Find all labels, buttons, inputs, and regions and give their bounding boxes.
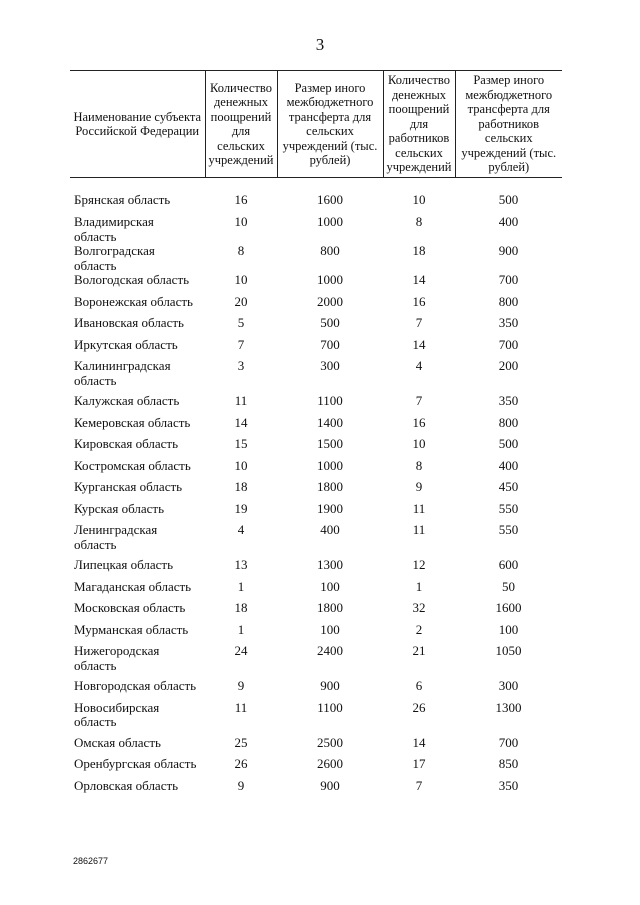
- worker-awards-count: 10: [412, 436, 426, 451]
- table-row: [70, 359, 562, 394]
- rural-awards-count: 3: [237, 358, 245, 373]
- table-row: [70, 779, 562, 801]
- worker-awards-count: 14: [412, 272, 426, 287]
- table-row: [70, 558, 562, 580]
- worker-transfer-amount: 300: [498, 678, 519, 693]
- rural-awards-count: 13: [234, 557, 248, 572]
- worker-awards-count: 21: [412, 643, 426, 658]
- table-row: [70, 623, 562, 645]
- rural-transfer-amount: 900: [320, 777, 340, 793]
- rural-awards-count: 14: [234, 414, 248, 430]
- region-name: Вологодская область: [74, 272, 190, 287]
- worker-transfer-amount: 1300: [495, 699, 522, 715]
- worker-transfer-amount: 850: [498, 756, 519, 771]
- region-name: Калининградская область: [74, 358, 171, 388]
- rural-awards-count: 9: [237, 678, 245, 693]
- rural-transfer-amount: 300: [320, 358, 340, 373]
- worker-transfer-amount: 1050: [495, 643, 522, 658]
- rural-transfer-amount: 1300: [317, 557, 343, 572]
- header-worker-transfer-amount: Размер иного межбюджетного трансферта для работников сельских учреждений (тыс. рублей): [455, 71, 562, 178]
- table-row: [70, 757, 562, 779]
- region-name: Курская область: [74, 500, 165, 516]
- region-name: Оренбургская область: [74, 756, 197, 771]
- transfer-table: [70, 70, 562, 800]
- table-row: [70, 480, 562, 502]
- worker-awards-count: 16: [412, 414, 426, 430]
- table-row: [70, 523, 562, 558]
- rural-awards-count: 7: [237, 336, 245, 352]
- rural-awards-count: 4: [237, 522, 245, 537]
- region-name: Липецкая область: [74, 557, 174, 572]
- region-name: Кемеровская область: [74, 414, 191, 430]
- worker-awards-count: 8: [415, 457, 423, 473]
- rural-transfer-amount: 2000: [317, 293, 343, 309]
- region-name: Курганская область: [74, 479, 183, 494]
- rural-awards-count: 25: [234, 734, 248, 750]
- worker-transfer-amount: 700: [498, 336, 519, 352]
- worker-transfer-amount: 600: [498, 557, 519, 572]
- page-number: 3: [315, 35, 325, 54]
- table-row: [70, 502, 562, 524]
- table-body: [70, 178, 562, 801]
- region-name: Иркутская область: [74, 336, 178, 352]
- region-name: Владимирская область: [74, 214, 154, 244]
- region-name: Ленинградская область: [74, 522, 158, 552]
- worker-transfer-amount: 50: [502, 578, 515, 594]
- rural-transfer-amount: 1000: [317, 457, 343, 473]
- worker-awards-count: 6: [415, 678, 423, 693]
- worker-awards-count: 32: [412, 600, 426, 615]
- worker-awards-count: 16: [412, 293, 426, 309]
- rural-awards-count: 10: [234, 457, 248, 473]
- rural-awards-count: 1: [237, 621, 245, 637]
- rural-awards-count: 11: [234, 393, 248, 408]
- worker-transfer-amount: 800: [498, 293, 519, 309]
- rural-transfer-amount: 2400: [317, 643, 343, 658]
- worker-awards-count: 7: [415, 315, 423, 330]
- worker-transfer-amount: 550: [498, 500, 519, 516]
- table-row: [70, 394, 562, 416]
- region-name: Кировская область: [74, 436, 179, 451]
- worker-awards-count: 14: [412, 734, 426, 750]
- header-rural-awards-count: Количество денежных поощрений для сельских учреждений: [205, 71, 277, 178]
- worker-transfer-amount: 500: [498, 436, 519, 451]
- worker-transfer-amount: 200: [498, 358, 519, 373]
- rural-awards-count: 26: [234, 756, 248, 771]
- rural-awards-count: 24: [234, 643, 248, 658]
- rural-transfer-amount: 700: [320, 336, 340, 352]
- header-rural-transfer-amount: Размер иного межбюджетного трансферта для сельских учреждений (тыс. рублей): [277, 71, 383, 178]
- region-name: Костромская область: [74, 457, 191, 473]
- table-row: [70, 178, 562, 216]
- rural-awards-count: 8: [237, 243, 245, 258]
- worker-transfer-amount: 350: [498, 777, 519, 793]
- worker-awards-count: 17: [412, 756, 426, 771]
- worker-awards-count: 11: [412, 522, 426, 537]
- table-row: [70, 416, 562, 438]
- region-name: Калужская область: [74, 393, 180, 408]
- rural-awards-count: 15: [234, 436, 248, 451]
- rural-transfer-amount: 1000: [317, 214, 343, 229]
- worker-transfer-amount: 450: [498, 479, 519, 494]
- table-row: [70, 295, 562, 317]
- worker-awards-count: 18: [412, 243, 426, 258]
- rural-awards-count: 18: [234, 479, 248, 494]
- region-name: Нижегородская область: [74, 643, 160, 673]
- worker-awards-count: 2: [415, 621, 423, 637]
- table-row: [70, 701, 562, 736]
- worker-transfer-amount: 400: [498, 214, 519, 229]
- table-row: [70, 244, 562, 273]
- region-name: Московская область: [74, 600, 186, 615]
- region-name: Волгоградская область: [74, 243, 155, 273]
- rural-transfer-amount: 1800: [317, 600, 343, 615]
- worker-transfer-amount: 700: [498, 734, 519, 750]
- worker-awards-count: 7: [415, 393, 423, 408]
- region-name: Новгородская область: [74, 678, 197, 693]
- table-row: [70, 459, 562, 481]
- rural-awards-count: 20: [234, 293, 248, 309]
- rural-transfer-amount: 400: [320, 522, 340, 537]
- worker-awards-count: 14: [412, 336, 426, 352]
- rural-awards-count: 10: [234, 272, 248, 287]
- rural-transfer-amount: 1000: [317, 272, 343, 287]
- worker-transfer-amount: 700: [498, 272, 519, 287]
- table-row: [70, 215, 562, 244]
- worker-transfer-amount: 100: [498, 621, 519, 637]
- worker-awards-count: 9: [415, 479, 423, 494]
- worker-transfer-amount: 350: [498, 315, 519, 330]
- rural-transfer-amount: 1900: [317, 500, 343, 516]
- worker-awards-count: 11: [412, 500, 426, 516]
- table-row: [70, 736, 562, 758]
- table-row: [70, 338, 562, 360]
- table-row: [70, 601, 562, 623]
- rural-transfer-amount: 1100: [317, 393, 343, 408]
- region-name: Орловская область: [74, 777, 179, 793]
- rural-transfer-amount: 2500: [317, 734, 343, 750]
- worker-awards-count: 12: [412, 557, 426, 572]
- worker-awards-count: 4: [415, 358, 423, 373]
- rural-transfer-amount: 2600: [317, 756, 343, 771]
- worker-transfer-amount: 500: [498, 192, 519, 207]
- rural-transfer-amount: 1100: [317, 699, 343, 715]
- worker-transfer-amount: 400: [498, 457, 519, 473]
- header-region: Наименование субъекта Российской Федерации: [70, 71, 205, 178]
- worker-transfer-amount: 800: [498, 414, 519, 430]
- rural-transfer-amount: 100: [320, 621, 340, 637]
- rural-awards-count: 5: [237, 315, 245, 330]
- region-name: Воронежская область: [74, 293, 193, 309]
- worker-transfer-amount: 1600: [495, 600, 522, 615]
- worker-transfer-amount: 900: [498, 243, 519, 258]
- region-name: Магаданская область: [74, 578, 192, 594]
- table-row: [70, 437, 562, 459]
- rural-transfer-amount: 500: [320, 315, 340, 330]
- rural-transfer-amount: 1800: [317, 479, 343, 494]
- rural-awards-count: 11: [234, 699, 248, 715]
- table-row: [70, 316, 562, 338]
- region-name: Ивановская область: [74, 315, 184, 330]
- table-header-row: [70, 71, 562, 178]
- rural-transfer-amount: 800: [320, 243, 340, 258]
- region-name: Новосибирская область: [74, 699, 160, 729]
- rural-transfer-amount: 900: [320, 678, 340, 693]
- worker-awards-count: 1: [415, 578, 423, 594]
- worker-transfer-amount: 350: [498, 393, 519, 408]
- rural-awards-count: 9: [237, 777, 245, 793]
- worker-awards-count: 8: [415, 214, 423, 229]
- table-row: [70, 273, 562, 295]
- worker-awards-count: 26: [412, 699, 426, 715]
- region-name: Брянская область: [74, 192, 171, 207]
- rural-transfer-amount: 1600: [317, 192, 343, 207]
- region-name: Мурманская область: [74, 621, 189, 637]
- rural-awards-count: 10: [234, 214, 248, 229]
- rural-awards-count: 18: [234, 600, 248, 615]
- table-row: [70, 679, 562, 701]
- rural-transfer-amount: 100: [320, 578, 340, 594]
- rural-awards-count: 16: [234, 192, 248, 207]
- worker-awards-count: 7: [415, 777, 423, 793]
- table-row: [70, 644, 562, 679]
- rural-awards-count: 1: [237, 578, 245, 594]
- rural-transfer-amount: 1500: [317, 436, 343, 451]
- rural-transfer-amount: 1400: [317, 414, 343, 430]
- document-code: 2862677: [73, 856, 109, 866]
- table-row: [70, 580, 562, 602]
- worker-awards-count: 10: [412, 192, 426, 207]
- rural-awards-count: 19: [234, 500, 248, 516]
- region-name: Омская область: [74, 734, 161, 750]
- header-worker-awards-count: Количество денежных поощрений для работников сельских учреждений: [383, 71, 455, 178]
- worker-transfer-amount: 550: [498, 522, 519, 537]
